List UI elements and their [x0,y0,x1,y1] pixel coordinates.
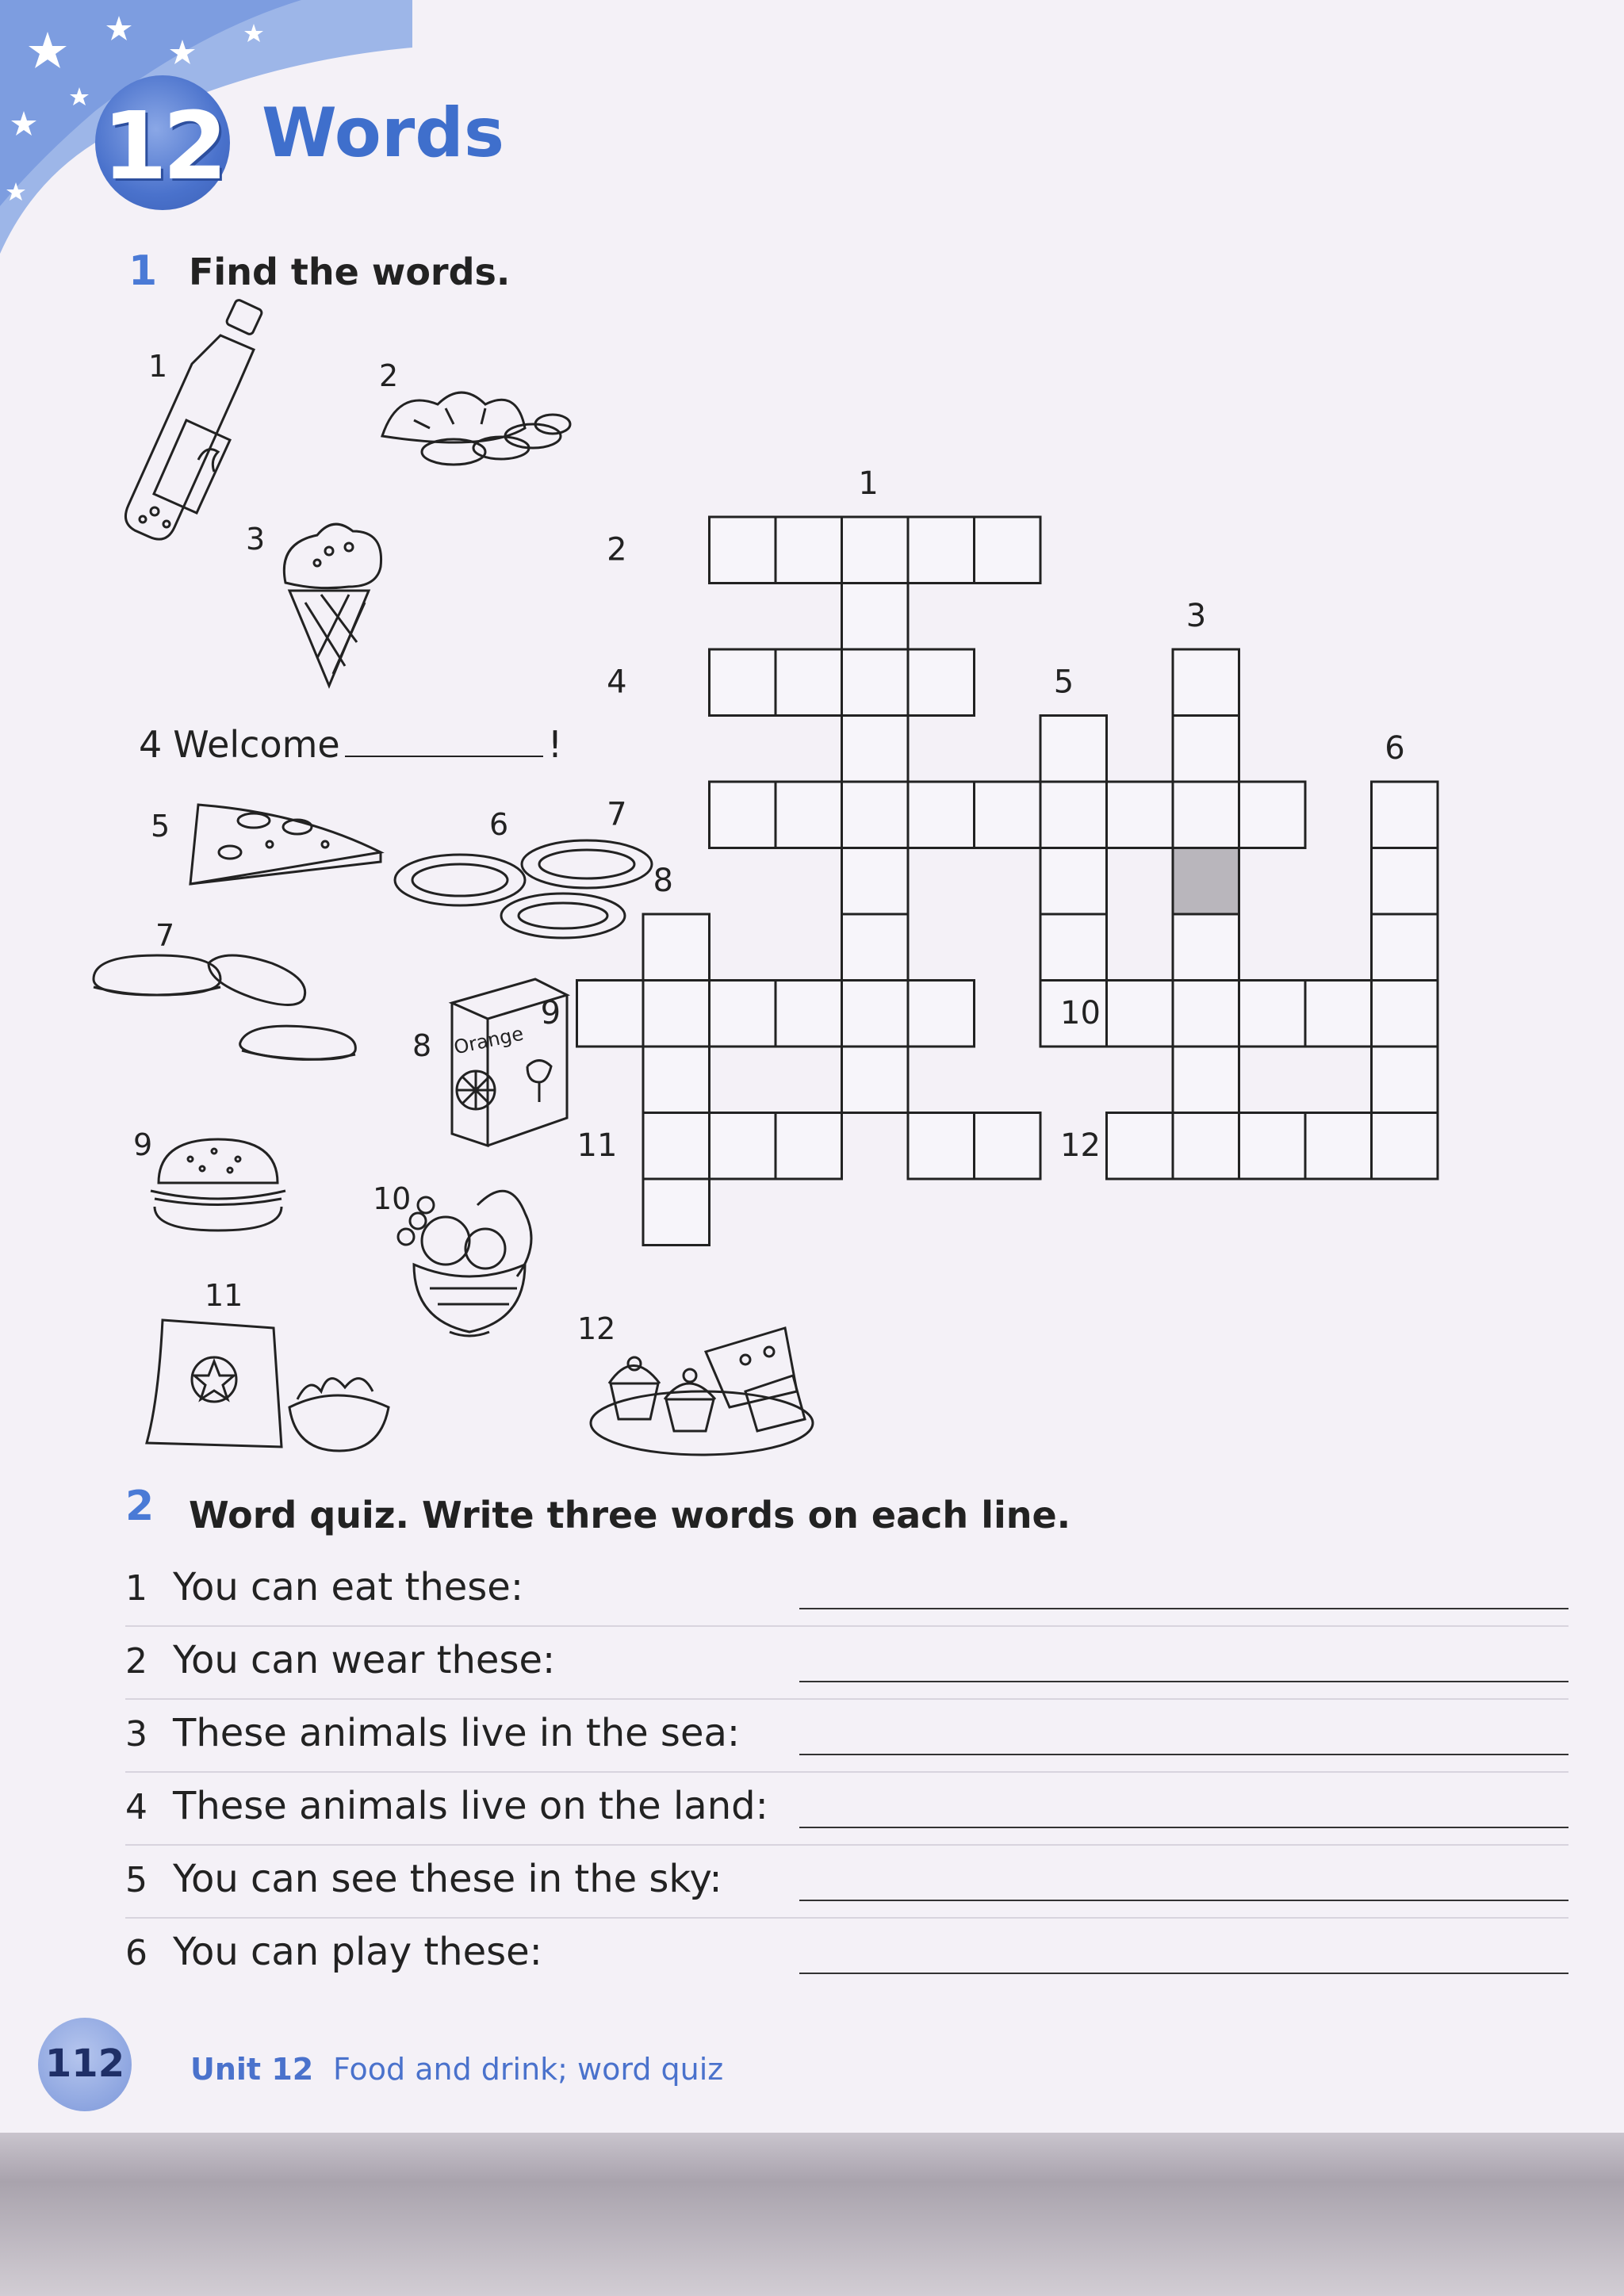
crossword-cell[interactable] [643,1113,710,1180]
crossword-cell[interactable] [1372,782,1438,848]
quiz-item-prompt: You can wear these: [173,1638,556,1682]
crossword-cell[interactable] [1239,981,1306,1047]
exercise-2-number: 2 [125,1483,155,1530]
picture-label-10: 10 [373,1181,412,1216]
fruit-bowl-icon [382,1173,557,1348]
ice-cream-icon [274,515,393,694]
quiz-item-prompt: You can play these: [173,1930,542,1974]
pizza-slice-icon [182,797,389,892]
crossword-cell[interactable] [1040,716,1107,783]
crossword-cell[interactable] [1239,782,1306,848]
quiz-answer-line[interactable] [799,1754,1568,1755]
carton-text: Orange [451,1022,526,1059]
picture-label-6: 6 [489,807,509,842]
crossword-cell[interactable] [908,782,975,848]
crossword-cell[interactable] [1040,782,1107,848]
crossword-cell[interactable] [1305,981,1372,1047]
crossword-cell[interactable] [643,1179,710,1246]
scan-edge-shadow [0,2133,1624,2296]
row-divider [125,1771,1568,1773]
crossword-cell[interactable] [577,981,644,1047]
crisps-icon [139,1312,400,1459]
page-number: 112 [44,2042,125,2086]
crossword-cell[interactable] [975,782,1041,848]
exercise-2-title: Word quiz. Write three words on each line. [189,1494,1071,1536]
crossword-clue-number: 11 [576,1127,618,1164]
crossword-cell[interactable] [776,1113,842,1180]
crossword-cell[interactable] [1173,649,1239,716]
crossword-cell[interactable] [842,848,909,915]
picture-label-9: 9 [133,1127,153,1162]
crossword-cell[interactable] [842,517,909,584]
crossword-cell[interactable] [842,981,909,1047]
crossword-cell[interactable] [1107,981,1174,1047]
quiz-item-number: 3 [125,1714,147,1755]
crossword-cell[interactable] [710,649,776,716]
crossword-cell[interactable] [1372,1047,1438,1113]
quiz-item [125,1781,1568,1844]
crossword-cell[interactable] [1372,1113,1438,1180]
crossword-cell[interactable] [908,649,975,716]
crossword-cell[interactable] [643,1047,710,1113]
welcome-sentence [139,723,562,766]
welcome-answer-blank[interactable] [345,725,543,757]
crossword-cell[interactable] [1372,981,1438,1047]
crossword-cell[interactable] [776,981,842,1047]
crossword-cell[interactable] [1173,1113,1239,1180]
picture-label-8: 8 [412,1028,432,1063]
quiz-item-prompt: These animals live on the land: [173,1784,768,1828]
row-divider [125,1917,1568,1919]
picture-label-3: 3 [246,522,266,557]
crossword-cell[interactable] [776,649,842,716]
crossword-cell[interactable] [710,981,776,1047]
crossword-cell[interactable] [1173,914,1239,981]
crossword-cell[interactable] [1107,782,1174,848]
crossword-cell[interactable] [643,981,710,1047]
crossword-cell[interactable] [1107,1113,1174,1180]
quiz-answer-line[interactable] [799,1900,1568,1901]
quiz-item-number: 5 [125,1860,147,1900]
quiz-item-prompt: You can see these in the sky: [173,1857,722,1901]
crossword-clue-number: 8 [653,862,673,899]
quiz-answer-line[interactable] [799,1827,1568,1828]
crossword-shaded-cell [1173,848,1239,915]
crossword-cell[interactable] [842,782,909,848]
crossword-cell[interactable] [1173,1047,1239,1113]
crossword-clue-number: 3 [1185,597,1207,634]
quiz-item-prompt: You can eat these: [173,1565,523,1609]
crossword-cell[interactable] [1372,848,1438,915]
salad-icon [366,373,580,476]
quiz-answer-line[interactable] [799,1608,1568,1609]
picture-label-7: 7 [155,918,175,953]
picture-label-11: 11 [205,1278,243,1313]
crossword-clue-number: 12 [1060,1127,1101,1164]
crossword-clue-number: 4 [607,664,627,701]
crossword-clue-number: 6 [1385,729,1405,767]
crossword-cell[interactable] [1173,782,1239,848]
crossword-cell[interactable] [710,782,776,848]
crossword-cell[interactable] [908,517,975,584]
crossword-cell[interactable] [1040,848,1107,915]
quiz-item [125,1635,1568,1698]
picture-label-2: 2 [379,358,399,393]
crossword-cell[interactable] [842,716,909,783]
quiz-answer-line[interactable] [799,1681,1568,1682]
quiz-item-number: 4 [125,1787,147,1827]
crossword-cell[interactable] [842,914,909,981]
quiz-item-number: 1 [125,1568,147,1609]
row-divider [125,1625,1568,1627]
quiz-item [125,1562,1568,1625]
crossword-clue-number: 1 [858,465,879,502]
welcome-suffix: ! [547,723,563,766]
crossword-cell[interactable] [842,1047,909,1113]
welcome-prefix: Welcome [173,723,340,766]
crossword-clue-number: 10 [1060,994,1101,1031]
quiz-item [125,1708,1568,1771]
crossword-cell[interactable] [1040,914,1107,981]
crossword-cell[interactable] [776,782,842,848]
crossword-cell[interactable] [1173,981,1239,1047]
crossword-clue-number: 9 [540,994,561,1031]
footer-topic: Food and drink; word quiz [333,2052,724,2087]
burger-icon [143,1135,293,1234]
crossword-cell[interactable] [908,1113,975,1180]
crossword-cell[interactable] [710,517,776,584]
crossword-clue-number: 7 [607,796,627,833]
quiz-item [125,1854,1568,1917]
quiz-answer-line[interactable] [799,1973,1568,1974]
quiz-item-prompt: These animals live in the sea: [173,1711,741,1755]
welcome-number: 4 [139,723,163,766]
crossword-cell[interactable] [1372,914,1438,981]
row-divider [125,1844,1568,1846]
sandwiches-icon [86,947,379,1082]
crossword-cells [577,517,1438,1246]
picture-label-12: 12 [577,1311,616,1346]
unit-number: 12 [102,91,224,201]
crossword-cell[interactable] [710,1113,776,1180]
picture-label-1: 1 [148,349,168,384]
crossword-cell[interactable] [643,914,710,981]
exercise-1-number: 1 [128,247,158,295]
quiz-item [125,1927,1568,1990]
crossword-cell[interactable] [908,981,975,1047]
unit-title: Words [262,94,505,173]
crossword-cell[interactable] [1305,1113,1372,1180]
crossword-clue-number: 2 [607,531,627,568]
crossword-clue-number: 5 [1053,664,1074,701]
footer-unit: Unit 12 [190,2052,314,2087]
exercise-1-title: Find the words. [189,251,511,293]
crossword-cell[interactable] [842,584,909,650]
cakes-plate-icon [587,1320,817,1459]
plates-icon [389,832,658,943]
crossword-cell[interactable] [975,1113,1041,1180]
crossword-cell[interactable] [975,517,1041,584]
row-divider [125,1698,1568,1700]
water-bottle-icon [119,297,285,551]
page-number-badge [38,2018,132,2111]
quiz-item-number: 6 [125,1933,147,1973]
quiz-item-number: 2 [125,1641,147,1682]
picture-label-5: 5 [151,809,170,844]
crossword-cell[interactable] [776,517,842,584]
crossword-cell[interactable] [1239,1113,1306,1180]
crossword-cell[interactable] [842,649,909,716]
crossword-cell[interactable] [1173,716,1239,783]
unit-number-badge [95,75,230,210]
